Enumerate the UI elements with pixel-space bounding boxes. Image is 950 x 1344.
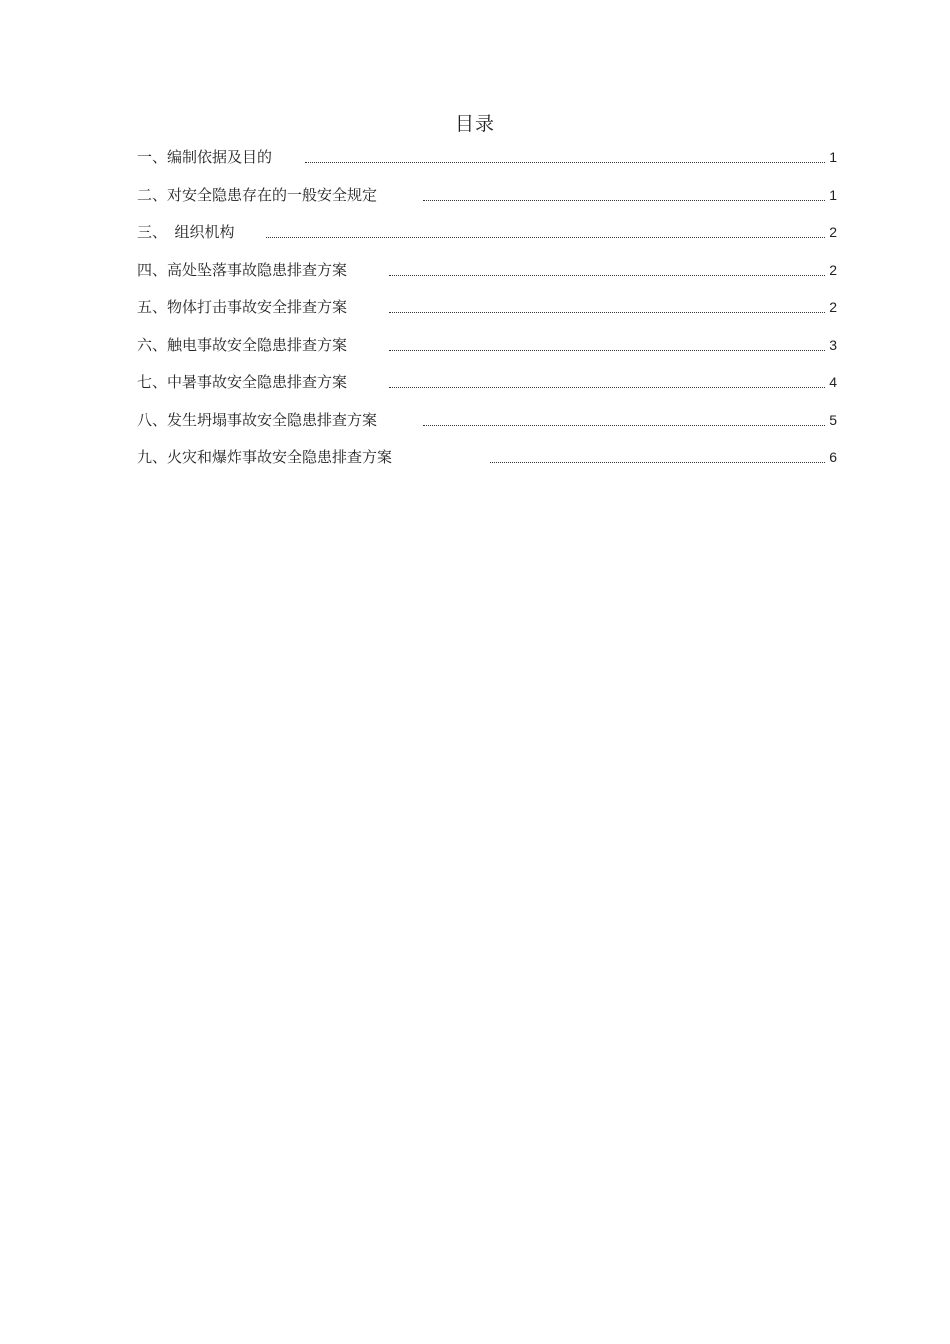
toc-entry[interactable]	[137, 184, 837, 222]
toc-entry[interactable]	[137, 409, 837, 447]
toc-title: 目录	[454, 113, 495, 135]
toc-entry[interactable]	[137, 446, 837, 484]
toc-entry-page: 4	[829, 374, 837, 390]
toc-entry[interactable]	[137, 146, 837, 184]
toc-entry[interactable]	[137, 334, 837, 372]
toc-entry[interactable]	[137, 296, 837, 334]
toc-entry-page: 2	[829, 299, 837, 315]
toc-list	[137, 146, 837, 484]
toc-entry-label: 三、 组织机构	[137, 223, 235, 241]
toc-entry-label: 一、编制依据及目的	[137, 148, 273, 166]
toc-leader-dots	[423, 425, 825, 426]
toc-leader-dots	[266, 237, 825, 238]
toc-entry-page: 1	[829, 186, 837, 203]
toc-leader-dots	[389, 387, 825, 388]
toc-entry-page: 5	[829, 411, 837, 428]
toc-entry-page: 2	[829, 224, 837, 240]
toc-entry-label: 六、触电事故安全隐患排查方案	[137, 335, 348, 354]
toc-entry[interactable]	[137, 221, 837, 259]
toc-leader-dots	[305, 162, 825, 163]
toc-leader-dots	[389, 350, 825, 351]
toc-entry-label: 七、中暑事故安全隐患排查方案	[137, 373, 348, 391]
toc-entry-page: 6	[829, 449, 837, 465]
toc-entry-label: 八、发生坍塌事故安全隐患排查方案	[137, 410, 378, 429]
toc-leader-dots	[389, 275, 825, 276]
toc-entry-label: 四、高处坠落事故隐患排查方案	[137, 260, 348, 279]
toc-entry-page: 2	[829, 261, 837, 278]
toc-leader-dots	[423, 200, 825, 201]
toc-entry-label: 五、物体打击事故安全排查方案	[137, 298, 348, 316]
toc-leader-dots	[389, 312, 825, 313]
toc-entry[interactable]	[137, 259, 837, 297]
toc-leader-dots	[490, 462, 825, 463]
toc-entry[interactable]	[137, 371, 837, 409]
toc-entry-page: 1	[829, 149, 837, 165]
toc-entry-label: 九、火灾和爆炸事故安全隐患排查方案	[137, 448, 393, 466]
toc-entry-label: 二、对安全隐患存在的一般安全规定	[137, 185, 378, 204]
toc-entry-page: 3	[829, 336, 837, 353]
